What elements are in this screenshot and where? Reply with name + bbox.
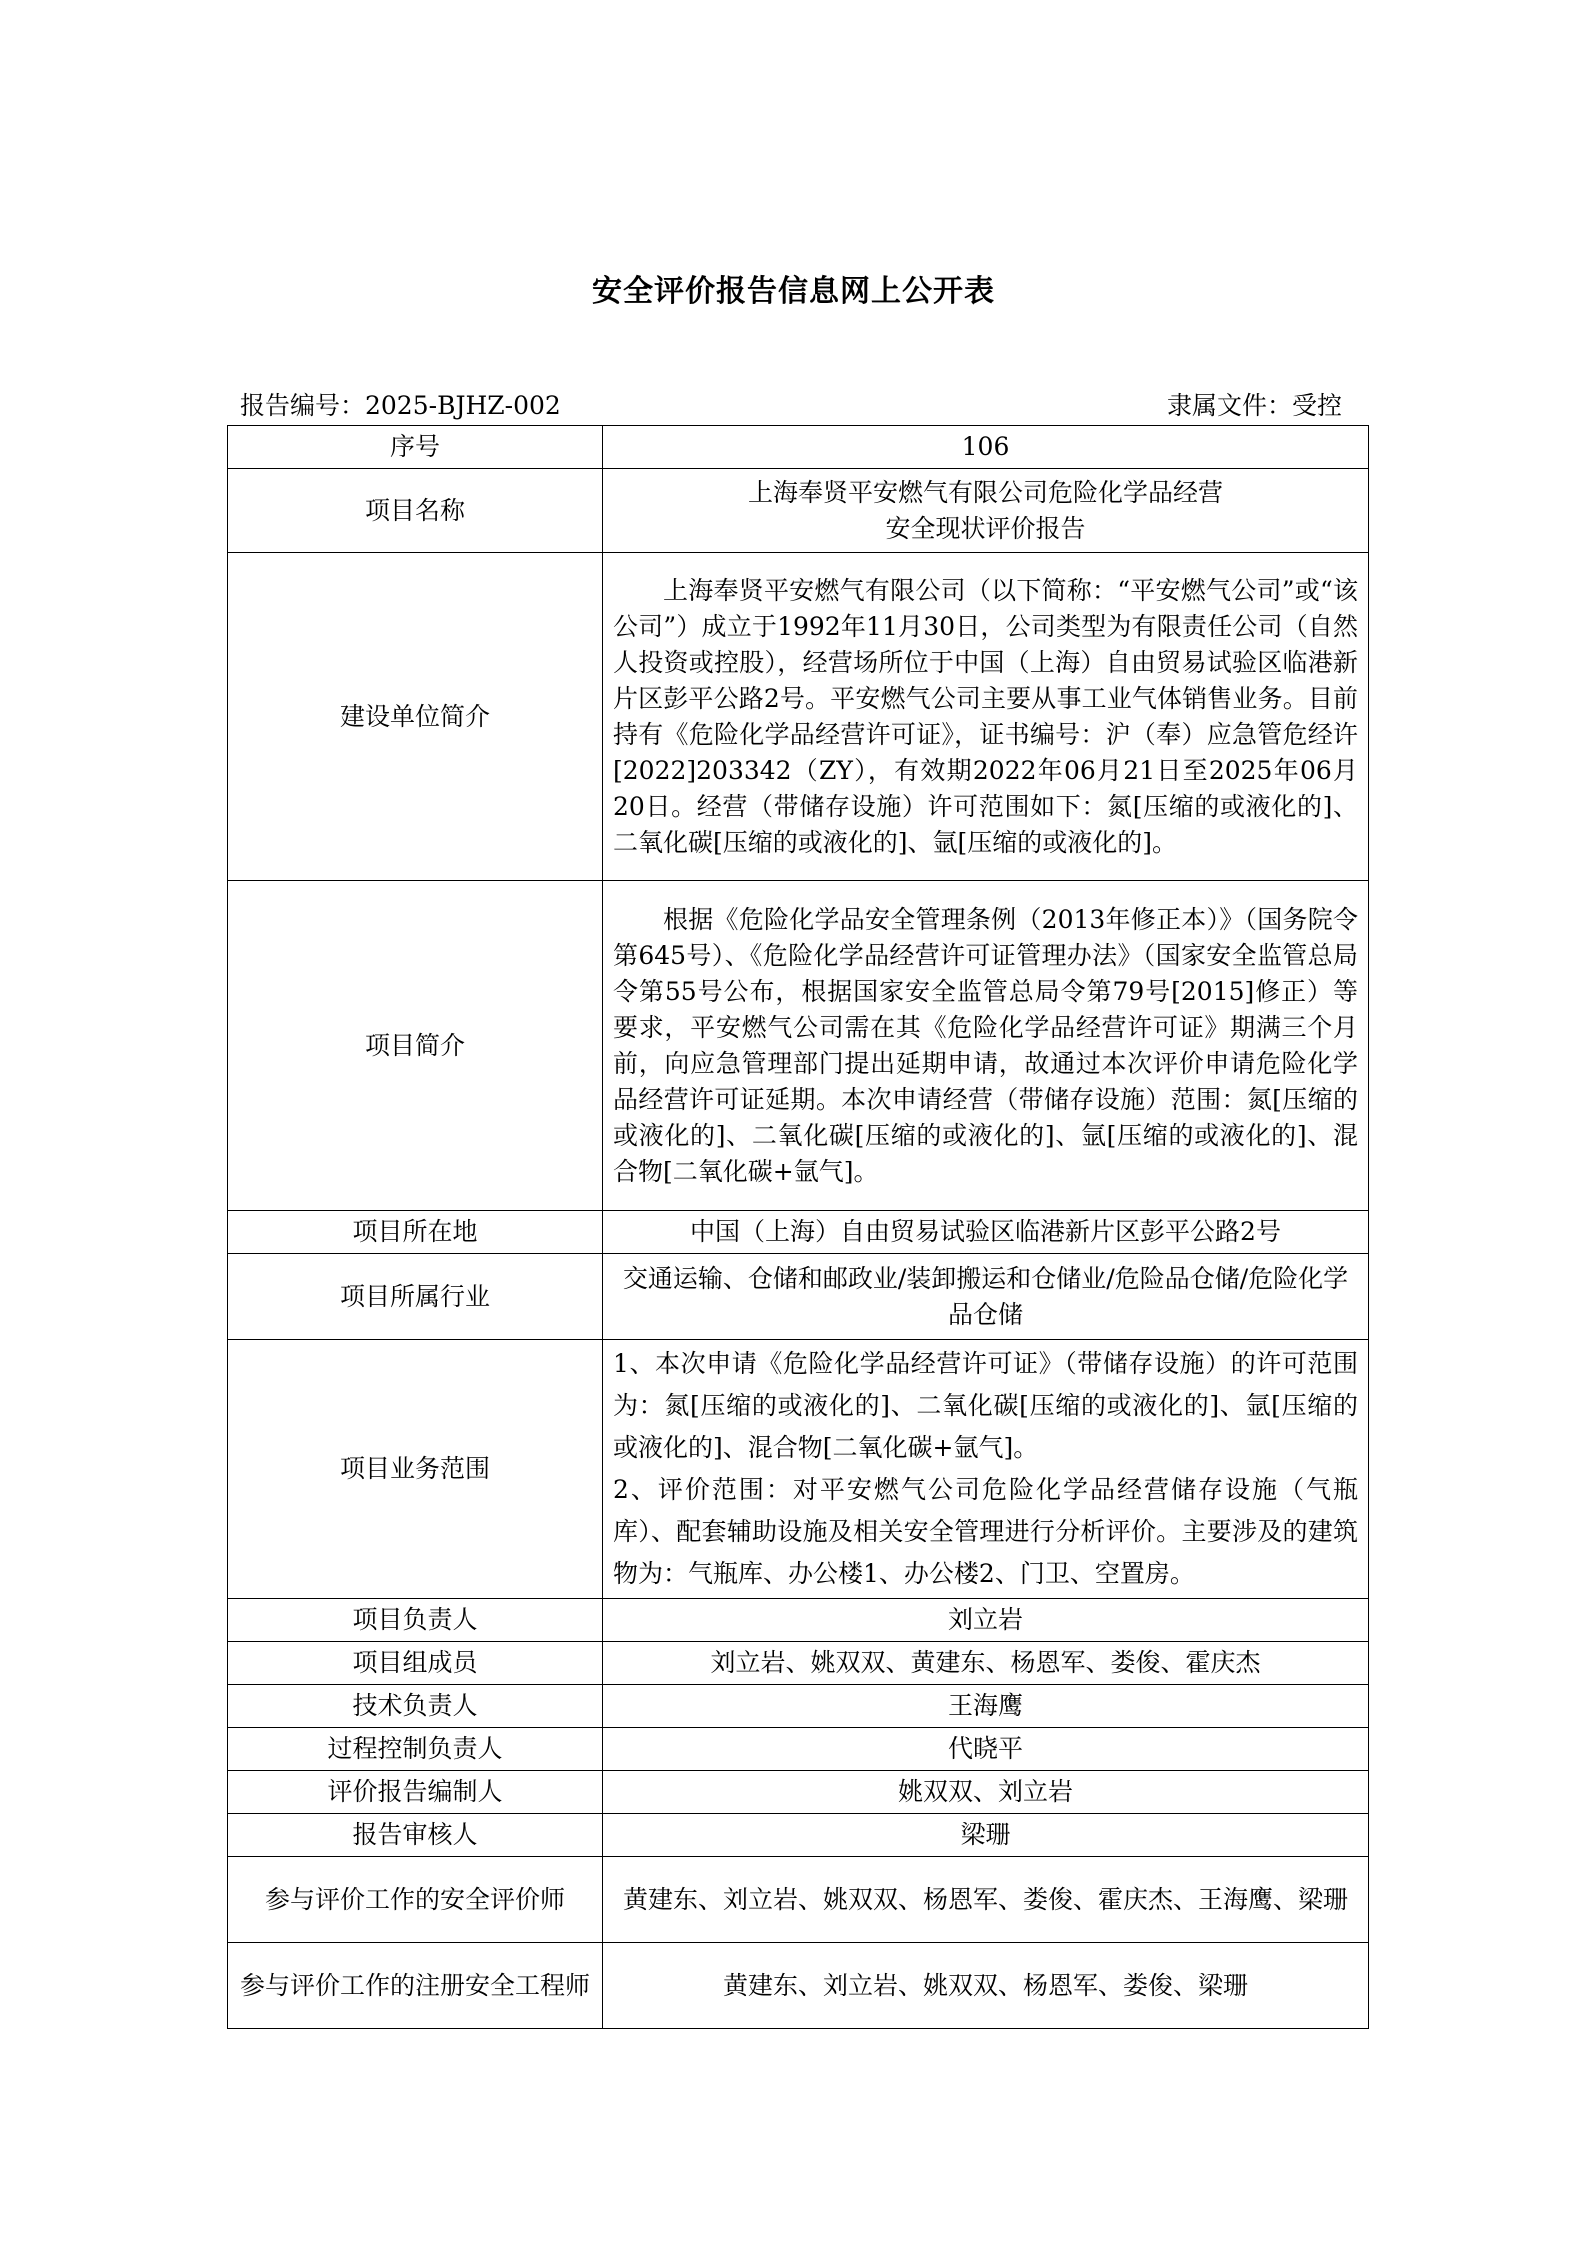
- label-process-control: 过程控制负责人: [228, 1728, 603, 1771]
- row-project-intro: [228, 881, 1369, 1211]
- scope-paragraph-1: 1、本次申请《危险化学品经营许可证》（带储存设施）的许可范围为：氮[压缩的或液化的]、二氧化碳[压缩的或液化的]、氩[压缩的或液化的]、混合物[二氧化碳+氩气]。: [613, 1349, 1358, 1462]
- value-evaluators: 黄建东、刘立岩、姚双双、杨恩军、娄俊、霍庆杰、王海鹰、梁珊: [603, 1857, 1369, 1943]
- label-scope: 项目业务范围: [228, 1340, 603, 1599]
- row-engineers: [228, 1943, 1369, 2029]
- value-industry: 交通运输、仓储和邮政业/装卸搬运和仓储业/危险品仓储/危险化学品仓储: [603, 1254, 1369, 1340]
- row-evaluators: [228, 1857, 1369, 1943]
- row-project-name: [228, 469, 1369, 553]
- value-members: 刘立岩、姚双双、黄建东、杨恩军、娄俊、霍庆杰: [603, 1642, 1369, 1685]
- row-reviewer: [228, 1814, 1369, 1857]
- label-project-name: 项目名称: [228, 469, 603, 553]
- label-leader: 项目负责人: [228, 1599, 603, 1642]
- row-scope: [228, 1340, 1369, 1599]
- value-project-intro: 根据《危险化学品安全管理条例（2013年修正本）》（国务院令第645号）、《危险化学品经营许可证管理办法》（国家安全监管总局令第55号公布，根据国家安全监管总局令第79号[2015]修正）等要求，平安燃气公司需在其《危险化学品经营许可证》期满三个月前，向应急管理部门提出延期申请，故通过本次评价申请危险化学品经营许可证延期。本次申请经营（带储存设施）范围：氮[压缩的或液化的]、二氧化碳[压缩的或液化的]、氩[压缩的或液化的]、混合物[二氧化碳+氩气]。: [603, 881, 1369, 1211]
- value-process-control: 代晓平: [603, 1728, 1369, 1771]
- value-tech-leader: 王海鹰: [603, 1685, 1369, 1728]
- value-engineers: 黄建东、刘立岩、姚双双、杨恩军、娄俊、梁珊: [603, 1943, 1369, 2029]
- value-serial: 106: [603, 426, 1369, 469]
- label-company-intro: 建设单位简介: [228, 553, 603, 881]
- label-project-intro: 项目简介: [228, 881, 603, 1211]
- label-reviewer: 报告审核人: [228, 1814, 603, 1857]
- project-name-line2: 安全现状评价报告: [885, 513, 1086, 543]
- row-compiler: [228, 1771, 1369, 1814]
- label-industry: 项目所属行业: [228, 1254, 603, 1340]
- label-serial: 序号: [228, 426, 603, 469]
- row-process-control: [228, 1728, 1369, 1771]
- row-industry: [228, 1254, 1369, 1340]
- value-compiler: 姚双双、刘立岩: [603, 1771, 1369, 1814]
- value-company-intro: 上海奉贤平安燃气有限公司（以下简称：“平安燃气公司”或“该公司”）成立于1992年11月30日，公司类型为有限责任公司（自然人投资或控股），经营场所位于中国（上海）自由贸易试验区临港新片区彭平公路2号。平安燃气公司主要从事工业气体销售业务。目前持有《危险化学品经营许可证》，证书编号：沪（奉）应急管危经许[2022]203342（ZY），有效期2022年06月21日至2025年06月20日。经营（带储存设施）许可范围如下：氮[压缩的或液化的]、二氧化碳[压缩的或液化的]、氩[压缩的或液化的]。: [603, 553, 1369, 881]
- label-tech-leader: 技术负责人: [228, 1685, 603, 1728]
- scope-paragraph-2: 2、评价范围：对平安燃气公司危险化学品经营储存设施（气瓶库）、配套辅助设施及相关安全管理进行分析评价。主要涉及的建筑物为：气瓶库、办公楼1、办公楼2、门卫、空置房。: [613, 1475, 1358, 1588]
- row-location: [228, 1211, 1369, 1254]
- affiliation-note: 隶属文件：受控: [1166, 391, 1342, 420]
- row-leader: [228, 1599, 1369, 1642]
- value-scope: [603, 1340, 1369, 1599]
- label-engineers: 参与评价工作的注册安全工程师: [228, 1943, 603, 2029]
- value-reviewer: 梁珊: [603, 1814, 1369, 1857]
- label-compiler: 评价报告编制人: [228, 1771, 603, 1814]
- value-leader: 刘立岩: [603, 1599, 1369, 1642]
- row-company-intro: [228, 553, 1369, 881]
- label-location: 项目所在地: [228, 1211, 603, 1254]
- label-evaluators: 参与评价工作的安全评价师: [228, 1857, 603, 1943]
- row-tech-leader: [228, 1685, 1369, 1728]
- label-members: 项目组成员: [228, 1642, 603, 1685]
- disclosure-table: [227, 425, 1369, 2029]
- page-title: 安全评价报告信息网上公开表: [592, 274, 995, 309]
- report-number: 报告编号：2025-BJHZ-002: [240, 391, 561, 420]
- project-name-line1: 上海奉贤平安燃气有限公司危险化学品经营: [747, 477, 1223, 507]
- value-project-name: [603, 469, 1369, 553]
- row-serial: [228, 426, 1369, 469]
- row-members: [228, 1642, 1369, 1685]
- value-location: 中国（上海）自由贸易试验区临港新片区彭平公路2号: [603, 1211, 1369, 1254]
